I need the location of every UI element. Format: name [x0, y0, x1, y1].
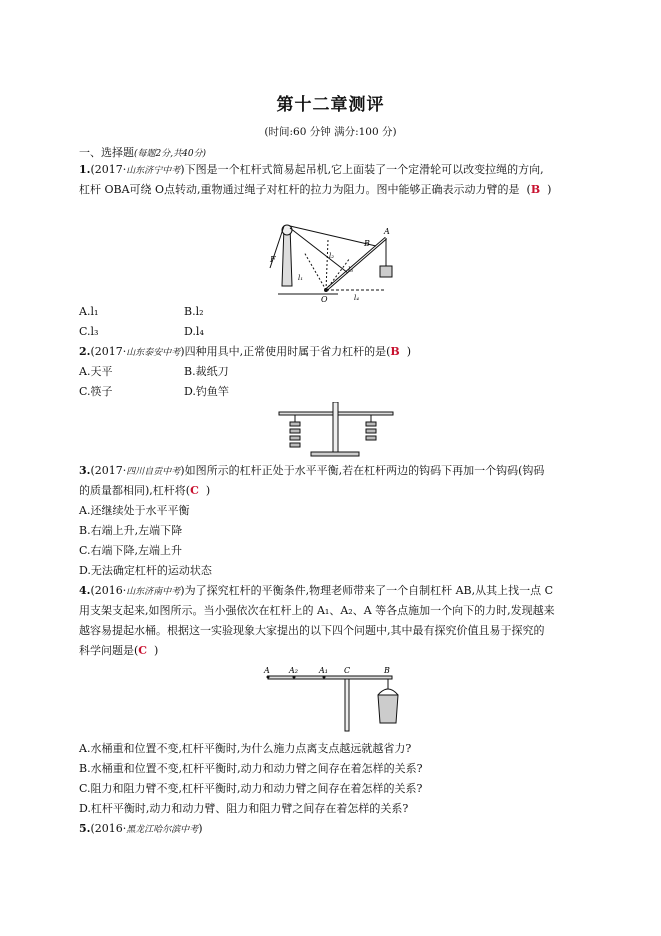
q1-label-A: A	[384, 227, 390, 236]
q1-label-O: O	[321, 295, 328, 304]
q4-bucket	[378, 695, 398, 723]
q4-label-C: C	[344, 666, 351, 675]
q1-line2: 杠杆 OBA可绕 O点转动,重物通过绳子对杠杆的拉力为阻力。图中能够正确表示动力臂的是 (B )	[79, 183, 552, 196]
q3-stand-post	[333, 402, 338, 454]
page-subtitle: (时间:60 分钟 满分:100 分)	[264, 126, 397, 138]
q4-point-A	[267, 676, 270, 679]
q3-left-weight-1	[290, 422, 300, 426]
q2-option-b: B.裁纸刀	[184, 365, 229, 378]
q3-line2: 的质量都相同),杠杆将(C )	[79, 484, 211, 497]
q1-label-B: B	[364, 239, 370, 248]
q4-support	[345, 679, 349, 731]
q1-lever-arm-edge	[326, 238, 386, 290]
q1-l1-line	[304, 252, 326, 290]
q2-line1: 2.(2017·山东泰安中考)四种用具中,正常使用时属于省力杠杆的是(B )	[79, 345, 411, 358]
q4-option-d: D.杠杆平衡时,动力和动力臂、阻力和阻力臂之间存在着怎样的关系?	[79, 802, 409, 815]
q4-line1: 4.(2016·山东济南中考)为了探究杠杆的平衡条件,物理老师带来了一个自制杠杆 AB,从其上找一点 C	[79, 584, 554, 597]
q4-option-a: A.水桶重和位置不变,杠杆平衡时,为什么施力点离支点越远就越省力?	[79, 742, 412, 755]
q1-label-F: F	[270, 255, 276, 264]
q2-option-c: C.筷子	[79, 385, 113, 398]
q4-label-B: B	[384, 666, 390, 675]
q1-option-d: D.l₄	[184, 325, 204, 338]
q4-bucket-handle	[378, 689, 398, 695]
q4-line3: 越容易提起水桶。根据这一实验现象大家提出的以下四个问题中,其中最有探究价值且易于探究的	[79, 624, 545, 637]
q1-option-a: A.l₁	[79, 305, 99, 318]
q1-rope-middle	[290, 228, 348, 273]
q2-option-d: D.钓鱼竿	[184, 385, 229, 398]
q3-lever-figure	[277, 402, 395, 460]
q1-crane-figure	[268, 218, 398, 306]
q1-label-l1: l₁	[298, 274, 304, 282]
q3-left-weight-4	[290, 443, 300, 447]
q4-answer: C	[138, 644, 148, 657]
q1-label-l4: l₄	[354, 294, 360, 302]
q4-line2: 用支架支起来,如图所示。当小强依次在杠杆上的 A₁、A₂、A 等各点施加一个向下的力时,发现越来	[79, 604, 555, 617]
q3-line1: 3.(2017·四川自贡中考)如图所示的杠杆正处于水平平衡,若在杠杆两边的钩码下再加一个钩码(钩码	[79, 464, 545, 477]
q2-option-a: A.天平	[79, 365, 113, 378]
q3-option-a: A.还继续处于水平平衡	[79, 504, 190, 517]
q4-option-c: C.阻力和阻力臂不变,杠杆平衡时,动力和动力臂之间存在着怎样的关系?	[79, 782, 423, 795]
q4-label-A2: A₂	[289, 666, 298, 675]
q4-label-A1: A₁	[319, 666, 328, 675]
q3-option-b: B.右端上升,左端下降	[79, 524, 183, 537]
q3-right-weight-3	[366, 436, 376, 440]
q3-right-weight-1	[366, 422, 376, 426]
q1-line1: 1.(2017·山东济宁中考)下图是一个杠杆式简易起吊机,它上面装了一个定滑轮可以改变拉绳的方向,	[79, 163, 544, 176]
q3-left-weight-3	[290, 436, 300, 440]
q3-option-d: D.无法确定杠杆的运动状态	[79, 564, 212, 577]
q5-line1: 5.(2016·黑龙江哈尔滨中考)	[79, 822, 203, 835]
q1-option-b: B.l₂	[184, 305, 204, 318]
q1-weight	[380, 266, 392, 277]
q4-option-b: B.水桶重和位置不变,杠杆平衡时,动力和动力臂之间存在着怎样的关系?	[79, 762, 423, 775]
q1-label-l3: l₃	[348, 266, 354, 274]
q4-line4: 科学问题是(C )	[79, 644, 159, 657]
q3-stand-base	[311, 452, 359, 456]
page-title: 第十二章测评	[276, 95, 385, 115]
q3-right-weight-2	[366, 429, 376, 433]
q1-pivot-dot	[324, 288, 328, 292]
q2-answer: B	[390, 345, 400, 358]
q3-left-weight-2	[290, 429, 300, 433]
q4-lever-figure	[262, 665, 404, 735]
q1-option-c: C.l₃	[79, 325, 99, 338]
q3-option-c: C.右端下降,左端上升	[79, 544, 183, 557]
q4-lever-bar	[268, 676, 392, 679]
section-heading: 一、选择题(每题2分,共40分)	[79, 146, 207, 159]
q4-point-A2	[293, 676, 296, 679]
q3-answer: C	[190, 484, 199, 497]
q1-l2-line	[326, 240, 328, 290]
q4-label-A: A	[264, 666, 270, 675]
q1-label-l2: l₂	[329, 252, 335, 260]
q4-point-A1	[323, 676, 326, 679]
q1-answer: B	[530, 183, 541, 196]
